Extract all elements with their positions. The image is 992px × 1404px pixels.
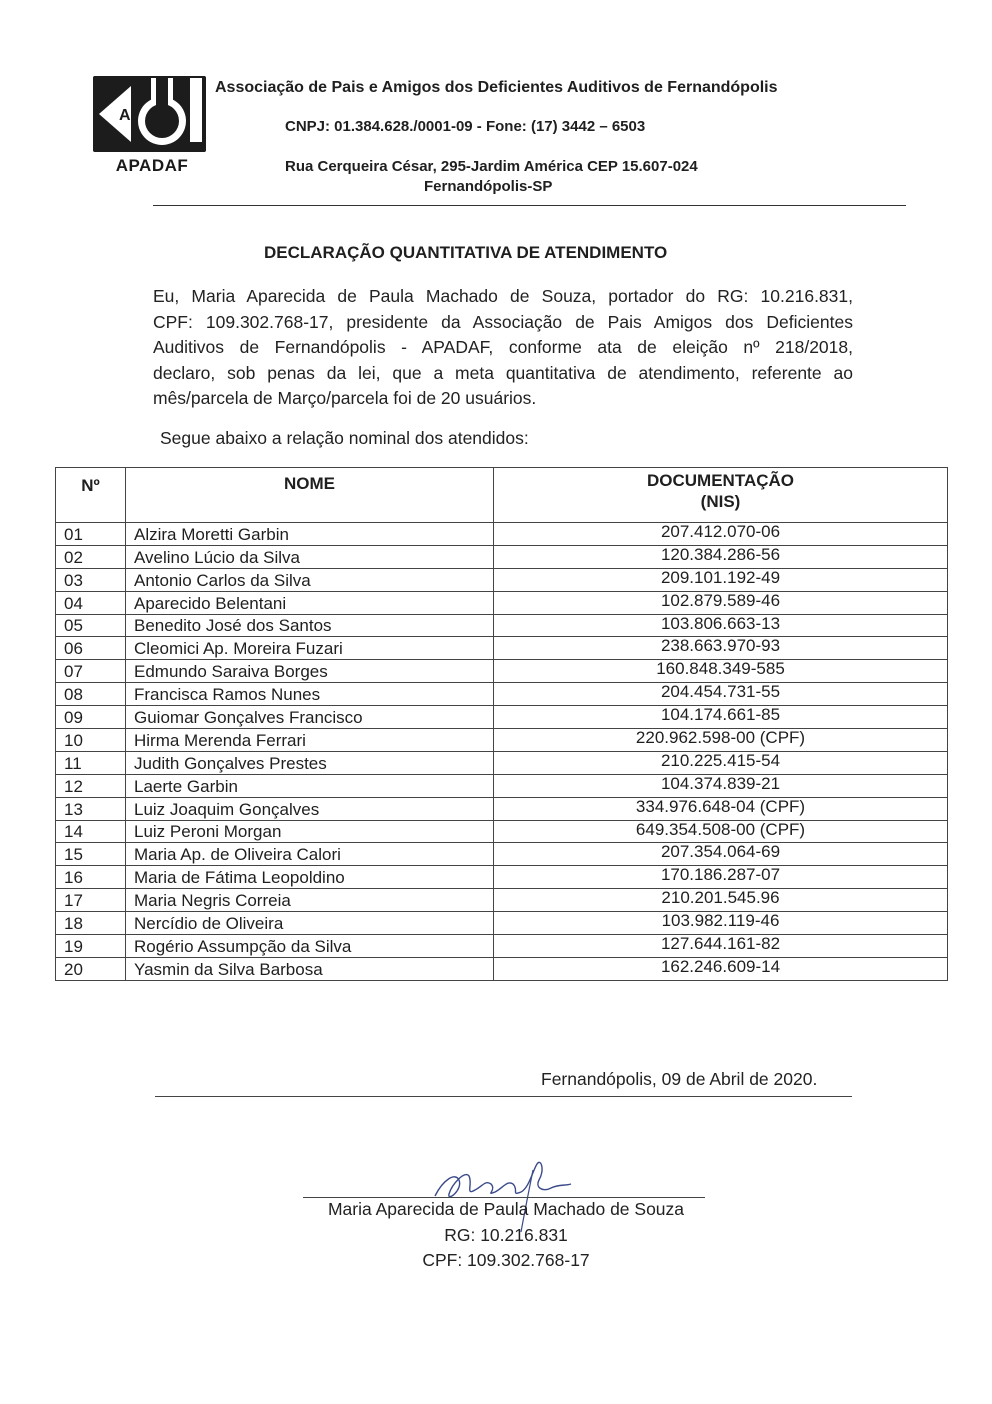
- row-number: 04: [56, 591, 126, 614]
- paragraph-line: CPF: 109.302.768-17, presidente da Associação de Pais Amigos dos Deficientes: [153, 311, 853, 332]
- row-name: Maria Negris Correia: [126, 889, 494, 912]
- logo-mark-icon: [93, 76, 206, 152]
- row-name: Guiomar Gonçalves Francisco: [126, 706, 494, 729]
- address-line-2: Fernandópolis-SP: [424, 178, 553, 195]
- row-document: 103.982.119-46: [494, 912, 948, 935]
- row-document: 170.186.287-07: [494, 866, 948, 889]
- row-name: Rogério Assumpção da Silva: [126, 935, 494, 958]
- row-document: 204.454.731-55: [494, 683, 948, 706]
- row-name: Avelino Lúcio da Silva: [126, 545, 494, 568]
- header-divider: [153, 205, 906, 206]
- row-name: Luiz Peroni Morgan: [126, 820, 494, 843]
- table-row: [56, 614, 948, 637]
- table-row: [56, 637, 948, 660]
- row-number: 03: [56, 568, 126, 591]
- place-date: Fernandópolis, 09 de Abril de 2020.: [541, 1069, 818, 1089]
- row-number: 09: [56, 706, 126, 729]
- apadaf-logo: [93, 76, 211, 176]
- row-name: Alzira Moretti Garbin: [126, 523, 494, 546]
- row-document: 649.354.508-00 (CPF): [494, 820, 948, 843]
- row-name: Edmundo Saraiva Borges: [126, 660, 494, 683]
- row-number: 14: [56, 820, 126, 843]
- row-number: 08: [56, 683, 126, 706]
- row-document: 207.354.064-69: [494, 843, 948, 866]
- row-name: Luiz Joaquim Gonçalves: [126, 797, 494, 820]
- row-number: 10: [56, 729, 126, 752]
- row-document: 127.644.161-82: [494, 935, 948, 958]
- row-name: Nercídio de Oliveira: [126, 912, 494, 935]
- header-documentation: [494, 468, 948, 523]
- cnpj-phone: CNPJ: 01.384.628./0001-09 - Fone: (17) 3442 – 6503: [285, 118, 646, 135]
- table-row: [56, 866, 948, 889]
- row-name: Judith Gonçalves Prestes: [126, 751, 494, 774]
- row-name: Laerte Garbin: [126, 774, 494, 797]
- row-name: Hirma Merenda Ferrari: [126, 729, 494, 752]
- paragraph-line: Auditivos de Fernandópolis - APADAF, conforme ata de eleição nº 218/2018,: [153, 337, 853, 357]
- row-name: Yasmin da Silva Barbosa: [126, 957, 494, 980]
- table-body: [56, 523, 948, 981]
- signer-rg: RG: 10.216.831: [444, 1225, 568, 1245]
- paragraph-line: mês/parcela de Março/parcela foi de 20 usuários.: [153, 388, 537, 408]
- row-document: 238.663.970-93: [494, 637, 948, 660]
- row-number: 12: [56, 774, 126, 797]
- row-name: Maria Ap. de Oliveira Calori: [126, 843, 494, 866]
- row-document: 209.101.192-49: [494, 568, 948, 591]
- row-document: 210.225.415-54: [494, 751, 948, 774]
- date-divider: [155, 1096, 852, 1097]
- row-number: 19: [56, 935, 126, 958]
- paragraph-line: declaro, sob penas da lei, que a meta quantitativa de atendimento, referente ao: [153, 362, 853, 383]
- table-row: [56, 568, 948, 591]
- row-document: 120.384.286-56: [494, 545, 948, 568]
- row-number: 17: [56, 889, 126, 912]
- table-row: [56, 957, 948, 980]
- row-name: Aparecido Belentani: [126, 591, 494, 614]
- row-name: Francisca Ramos Nunes: [126, 683, 494, 706]
- signature-line: [303, 1197, 705, 1198]
- row-document: 220.962.598-00 (CPF): [494, 729, 948, 752]
- row-number: 15: [56, 843, 126, 866]
- signer-name: Maria Aparecida de Paula Machado de Souza: [327, 1199, 685, 1219]
- row-number: 02: [56, 545, 126, 568]
- table-row: [56, 820, 948, 843]
- table-row: [56, 591, 948, 614]
- row-number: 11: [56, 751, 126, 774]
- header-doc-line2: (NIS): [700, 492, 741, 511]
- header-number: Nº: [56, 468, 126, 523]
- table-row: [56, 523, 948, 546]
- table-row: [56, 706, 948, 729]
- handwritten-signature: [425, 1150, 575, 1235]
- row-name: Maria de Fátima Leopoldino: [126, 866, 494, 889]
- svg-text:A: A: [119, 107, 131, 124]
- organization-name: Associação de Pais e Amigos dos Deficientes Auditivos de Fernandópolis: [215, 79, 778, 96]
- row-name: Cleomici Ap. Moreira Fuzari: [126, 637, 494, 660]
- table-row: [56, 751, 948, 774]
- row-number: 05: [56, 614, 126, 637]
- row-number: 18: [56, 912, 126, 935]
- table-row: [56, 843, 948, 866]
- row-document: 102.879.589-46: [494, 591, 948, 614]
- header-name: NOME: [126, 468, 494, 523]
- row-number: 01: [56, 523, 126, 546]
- paragraph-line: Eu, Maria Aparecida de Paula Machado de Souza, portador do RG: 10.216.831,: [153, 286, 853, 306]
- signer-cpf: CPF: 109.302.768-17: [422, 1250, 590, 1270]
- row-document: 104.374.839-21: [494, 774, 948, 797]
- row-document: 207.412.070-06: [494, 523, 948, 546]
- row-document: 162.246.609-14: [494, 957, 948, 980]
- row-number: 13: [56, 797, 126, 820]
- table-row: [56, 797, 948, 820]
- table-row: [56, 660, 948, 683]
- table-row: [56, 935, 948, 958]
- row-document: 210.201.545.96: [494, 889, 948, 912]
- row-name: Antonio Carlos da Silva: [126, 568, 494, 591]
- beneficiaries-table: [55, 467, 948, 981]
- document-title: DECLARAÇÃO QUANTITATIVA DE ATENDIMENTO: [264, 243, 668, 262]
- table-row: [56, 889, 948, 912]
- row-document: 103.806.663-13: [494, 614, 948, 637]
- row-number: 16: [56, 866, 126, 889]
- table-row: [56, 774, 948, 797]
- address-line-1: Rua Cerqueira César, 295-Jardim América CEP 15.607-024: [285, 158, 698, 175]
- row-document: 104.174.661-85: [494, 706, 948, 729]
- row-document: 160.848.349-585: [494, 660, 948, 683]
- table-row: [56, 545, 948, 568]
- table-row: [56, 729, 948, 752]
- row-number: 20: [56, 957, 126, 980]
- row-number: 07: [56, 660, 126, 683]
- row-document: 334.976.648-04 (CPF): [494, 797, 948, 820]
- row-name: Benedito José dos Santos: [126, 614, 494, 637]
- logo-text: APADAF: [115, 156, 189, 175]
- declaration-paragraph: [153, 284, 853, 412]
- row-number: 06: [56, 637, 126, 660]
- table-row: [56, 683, 948, 706]
- list-intro: Segue abaixo a relação nominal dos atendidos:: [160, 428, 529, 448]
- header-doc-line1: DOCUMENTAÇÃO: [646, 471, 794, 490]
- table-header-row: [56, 468, 948, 523]
- table-row: [56, 912, 948, 935]
